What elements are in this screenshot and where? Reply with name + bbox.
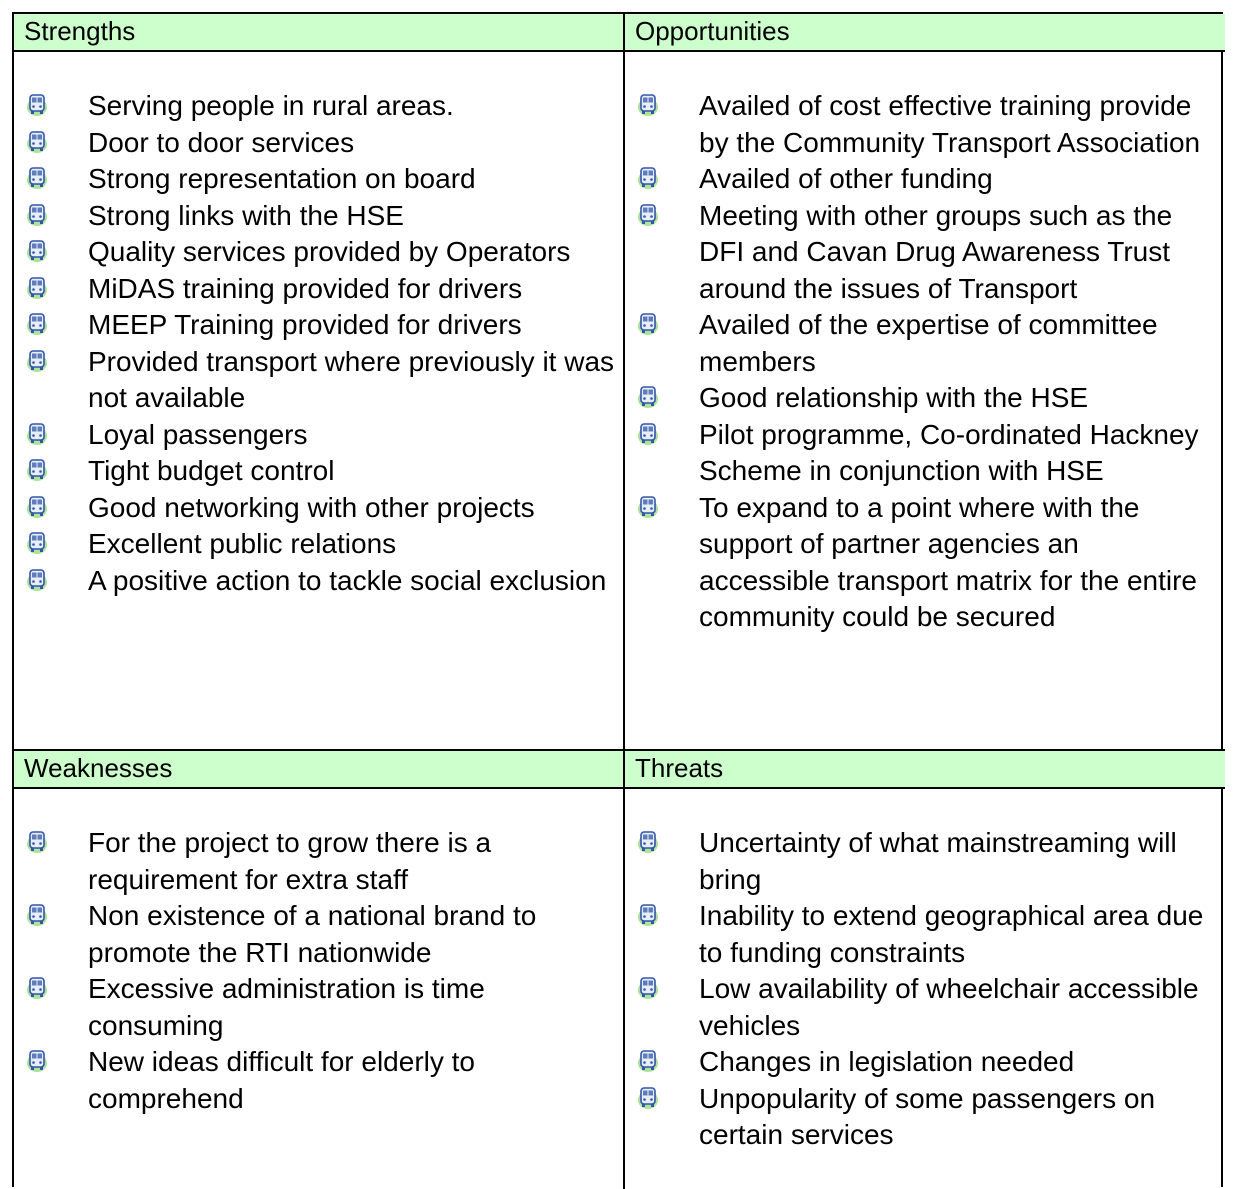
list-item-text: Low availability of wheelchair accessible vehicles bbox=[699, 973, 1199, 1041]
bus-icon bbox=[26, 239, 48, 263]
list-item-text: Availed of cost effective training provide by the Community Transport Association bbox=[699, 90, 1201, 158]
bus-icon bbox=[26, 422, 48, 446]
list-item-text: To expand to a point where with the support of partner agencies an accessible transport matrix for the entire community could be secured bbox=[699, 491, 1197, 632]
bus-icon bbox=[637, 203, 659, 227]
weaknesses-cell bbox=[14, 789, 625, 1189]
bus-icon bbox=[26, 1049, 48, 1073]
list-item-text: Quality services provided by Operators bbox=[88, 236, 571, 267]
threats-list bbox=[637, 825, 1225, 1154]
list-item bbox=[26, 417, 623, 454]
opportunities-title: Opportunities bbox=[635, 16, 790, 46]
bus-icon bbox=[26, 203, 48, 227]
bus-icon bbox=[26, 830, 48, 854]
weaknesses-list bbox=[26, 825, 623, 1117]
strengths-header bbox=[14, 14, 625, 52]
list-item-text: Good networking with other projects bbox=[88, 491, 535, 523]
list-item-text: Tight budget control bbox=[88, 455, 335, 486]
list-item bbox=[26, 198, 623, 235]
bus-icon bbox=[26, 312, 48, 336]
list-item-text: Inability to extend geographical area due to funding constraints bbox=[699, 900, 1204, 968]
list-item bbox=[26, 453, 623, 490]
strengths-list bbox=[26, 88, 623, 599]
list-item-text: Unpopularity of some passengers on certain services bbox=[699, 1082, 1156, 1150]
list-item bbox=[26, 88, 623, 125]
bus-icon bbox=[26, 166, 48, 190]
list-item bbox=[637, 1044, 1225, 1081]
threats-header bbox=[625, 751, 1225, 789]
list-item bbox=[637, 1081, 1225, 1154]
list-item bbox=[637, 380, 1225, 417]
threats-cell bbox=[625, 789, 1225, 1189]
bus-icon bbox=[637, 903, 659, 927]
bus-icon bbox=[26, 976, 48, 1000]
list-item bbox=[26, 490, 623, 527]
list-item-text: Excellent public relations bbox=[88, 528, 397, 559]
list-item bbox=[637, 825, 1225, 898]
bus-icon bbox=[637, 385, 659, 409]
strengths-title: Strengths bbox=[24, 16, 136, 46]
list-item bbox=[26, 971, 623, 1044]
list-item bbox=[637, 490, 1225, 636]
list-item bbox=[26, 825, 623, 898]
list-item bbox=[637, 898, 1225, 971]
list-item-text: Availed of other funding bbox=[699, 163, 993, 194]
bus-icon bbox=[637, 830, 659, 854]
bus-icon bbox=[637, 495, 659, 519]
bus-icon bbox=[26, 93, 48, 117]
list-item bbox=[26, 563, 623, 600]
list-item bbox=[26, 344, 623, 417]
list-item bbox=[26, 125, 623, 162]
list-item-text: Uncertainty of what mainstreaming will bring bbox=[699, 827, 1177, 895]
bus-icon bbox=[637, 1049, 659, 1073]
bus-icon bbox=[26, 531, 48, 555]
opportunities-cell bbox=[625, 52, 1225, 751]
threats-title: Threats bbox=[635, 753, 724, 783]
bus-icon bbox=[637, 166, 659, 190]
list-item bbox=[26, 307, 623, 344]
opportunities-header bbox=[625, 14, 1225, 52]
list-item bbox=[26, 161, 623, 198]
weaknesses-header bbox=[14, 751, 625, 789]
list-item-text: Non existence of a national brand to promote the RTI nationwide bbox=[88, 900, 537, 968]
list-item bbox=[637, 198, 1225, 308]
bus-icon bbox=[637, 976, 659, 1000]
list-item-text: Serving people in rural areas. bbox=[88, 90, 454, 121]
list-item-text: New ideas difficult for elderly to comprehend bbox=[88, 1046, 475, 1114]
list-item-text: Strong links with the HSE bbox=[88, 199, 404, 231]
bus-icon bbox=[26, 458, 48, 482]
strengths-cell bbox=[14, 52, 625, 751]
list-item-text: MEEP Training provided for drivers bbox=[88, 309, 522, 340]
bus-icon bbox=[637, 1086, 659, 1110]
opportunities-list bbox=[637, 88, 1225, 636]
bus-icon bbox=[26, 495, 48, 519]
bus-icon bbox=[637, 312, 659, 336]
list-item-text: Availed of the expertise of committee members bbox=[699, 309, 1158, 377]
weaknesses-title: Weaknesses bbox=[24, 753, 173, 783]
bus-icon bbox=[637, 93, 659, 117]
bus-icon bbox=[26, 276, 48, 300]
list-item-text: Provided transport where previously it was not available bbox=[88, 345, 615, 413]
list-item-text: Good relationship with the HSE bbox=[699, 382, 1089, 413]
list-item-text: Changes in legislation needed bbox=[699, 1046, 1075, 1077]
bus-icon bbox=[26, 568, 48, 592]
list-item bbox=[637, 971, 1225, 1044]
swot-table bbox=[12, 12, 1223, 1187]
list-item-text: Pilot programme, Co-ordinated Hackney Scheme in conjunction with HSE bbox=[699, 418, 1199, 486]
list-item bbox=[26, 526, 623, 563]
list-item-text: MiDAS training provided for drivers bbox=[88, 272, 523, 304]
bus-icon bbox=[26, 349, 48, 373]
bus-icon bbox=[26, 130, 48, 154]
list-item-text: Loyal passengers bbox=[88, 418, 308, 450]
list-item-text: For the project to grow there is a requirement for extra staff bbox=[88, 827, 492, 895]
list-item-text: Meeting with other groups such as the DFI and Cavan Drug Awareness Trust around the issues of Transport bbox=[699, 199, 1173, 304]
list-item-text: A positive action to tackle social exclusion bbox=[88, 564, 607, 596]
bus-icon bbox=[637, 422, 659, 446]
list-item bbox=[637, 161, 1225, 198]
list-item bbox=[26, 898, 623, 971]
bus-icon bbox=[26, 903, 48, 927]
list-item-text: Excessive administration is time consuming bbox=[88, 973, 485, 1041]
list-item bbox=[26, 1044, 623, 1117]
list-item bbox=[637, 307, 1225, 380]
list-item bbox=[637, 88, 1225, 161]
list-item bbox=[26, 271, 623, 308]
list-item-text: Strong representation on board bbox=[88, 163, 476, 194]
list-item-text: Door to door services bbox=[88, 126, 355, 158]
list-item bbox=[26, 234, 623, 271]
list-item bbox=[637, 417, 1225, 490]
